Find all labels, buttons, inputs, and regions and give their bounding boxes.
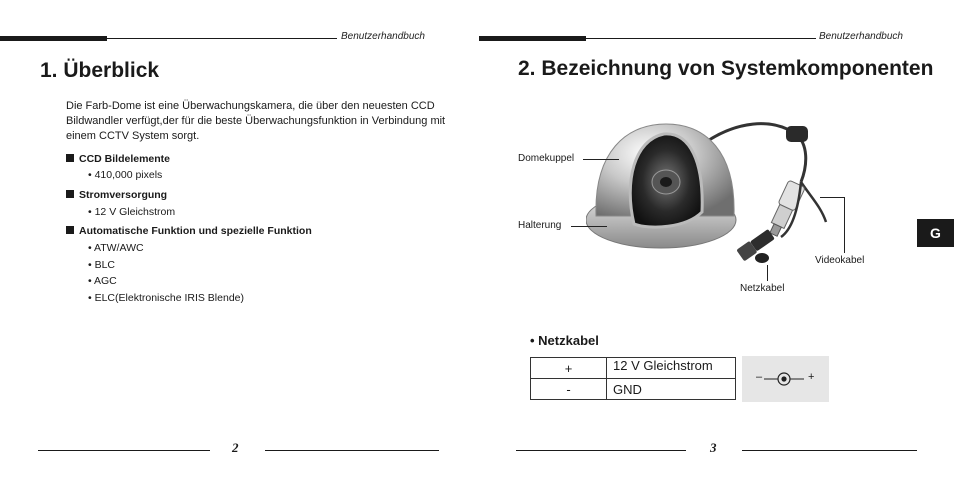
square-bullet-icon bbox=[66, 154, 74, 162]
right-header-bar bbox=[479, 36, 586, 41]
right-page-title: 2. Bezeichnung von Systemkomponenten bbox=[518, 57, 934, 80]
left-header-rule bbox=[107, 38, 337, 39]
dome-camera-illustration bbox=[586, 112, 842, 268]
bullet-12v: • 12 V Gleichstrom bbox=[88, 206, 176, 218]
label-domekuppel: Domekuppel bbox=[518, 153, 575, 164]
section-power: Stromversorgung bbox=[66, 189, 167, 201]
label-netzkabel: Netzkabel bbox=[740, 283, 785, 294]
leader-netzkabel bbox=[767, 265, 768, 281]
table-row bbox=[531, 358, 736, 379]
right-page-number: 3 bbox=[710, 440, 717, 455]
label-halterung: Halterung bbox=[518, 220, 562, 231]
right-header-text: Benutzerhandbuch bbox=[819, 31, 903, 42]
bullet-atw: • ATW/AWC bbox=[88, 242, 144, 254]
left-header-text: Benutzerhandbuch bbox=[341, 31, 425, 42]
pin-value-gnd: GND bbox=[607, 379, 736, 400]
left-page-number: 2 bbox=[232, 440, 239, 455]
section-ccd: CCD Bildelemente bbox=[66, 153, 170, 165]
left-header-bar bbox=[0, 36, 107, 41]
section-functions: Automatische Funktion und spezielle Funktion bbox=[66, 225, 312, 237]
left-footer-rule-a bbox=[38, 450, 210, 451]
square-bullet-icon bbox=[66, 190, 74, 198]
language-tab-g: G bbox=[917, 219, 954, 247]
plug-plus-sign: + bbox=[808, 371, 815, 383]
right-header-rule bbox=[586, 38, 816, 39]
bullet-blc: • BLC bbox=[88, 259, 116, 271]
netzkabel-heading: • Netzkabel bbox=[530, 333, 599, 348]
pin-sign-minus: - bbox=[531, 379, 607, 400]
pin-value-12v: 12 V Gleichstrom bbox=[607, 358, 736, 379]
bullet-agc: • AGC bbox=[88, 275, 117, 287]
pin-table bbox=[530, 357, 736, 400]
table-row bbox=[531, 379, 736, 400]
bullet-elc: • ELC(Elektronische IRIS Blende) bbox=[88, 292, 244, 304]
leader-videokabel-h bbox=[820, 197, 844, 198]
left-page-title: 1. Überblick bbox=[40, 59, 160, 82]
leader-halterung bbox=[571, 226, 607, 227]
leader-domekuppel bbox=[583, 159, 619, 160]
plug-minus-sign: – bbox=[756, 371, 763, 383]
plug-polarity-icon bbox=[764, 370, 804, 388]
square-bullet-icon bbox=[66, 226, 74, 234]
right-footer-rule-a bbox=[516, 450, 686, 451]
leader-videokabel-v bbox=[844, 197, 845, 253]
left-footer-rule-b bbox=[265, 450, 439, 451]
intro-paragraph: Die Farb-Dome ist eine Überwachungskamera, die über den neuesten CCD Bildwandler verfügt,der für die beste Überwachungsfunktion in Verbindung mit einem CCTV System sorgt. bbox=[66, 100, 446, 142]
plug-polarity-diagram bbox=[742, 356, 829, 402]
label-videokabel: Videokabel bbox=[815, 255, 865, 266]
pin-sign-plus: + bbox=[531, 358, 607, 379]
bullet-pixels: • 410,000 pixels bbox=[88, 169, 163, 181]
right-footer-rule-b bbox=[742, 450, 917, 451]
